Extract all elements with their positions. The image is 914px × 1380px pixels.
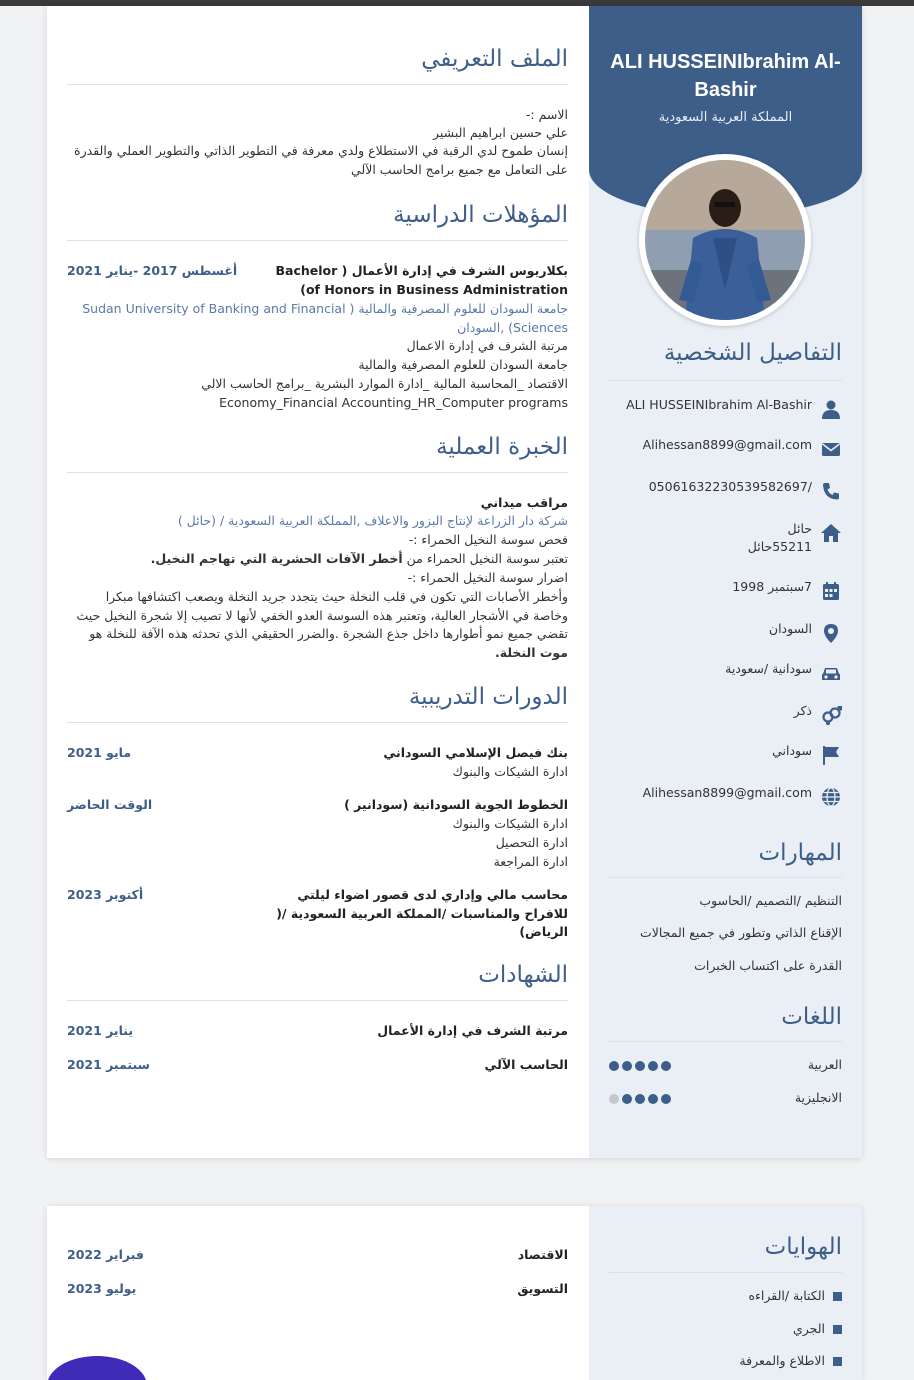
hobby-label: الجري <box>792 1321 825 1336</box>
certificate-date: سبتمبر 2021 <box>67 1057 150 1072</box>
training-date: الوقت الحاضر <box>67 797 153 812</box>
sidebar <box>589 1206 862 1380</box>
hobby-label: الكتابة /القراءه <box>748 1288 825 1303</box>
experience-line: اضرار سوسة النخيل الحمراء :- <box>407 570 568 585</box>
skill-item: الإقناع الذاتي وتطور في جميع المجالات <box>639 925 842 940</box>
experience-line <box>68 550 568 569</box>
languages-title: اللغات <box>781 1004 842 1030</box>
personal-detail-text: 7سبتمبر 1998 <box>732 579 812 594</box>
training-name: الخطوط الجوية السودانية (سودانير ) <box>344 797 568 812</box>
full-name: ALI HUSSEINIbrahim Al-Bashir <box>610 51 841 101</box>
user-icon <box>820 398 842 420</box>
personal-detail-row <box>607 742 842 768</box>
training-detail: ادارة الشيكات والبنوك <box>452 764 568 779</box>
entry-date: يوليو 2023 <box>67 1281 137 1296</box>
level-dot-filled <box>622 1061 632 1071</box>
education-detail: جامعة السودان للعلوم المصرفية والمالية <box>358 357 568 372</box>
personal-detail-text: Alihessan8899@gmail.com <box>642 785 812 800</box>
entry-date: فبراير 2022 <box>67 1247 144 1262</box>
training-name: محاسب مالي وإداري لدى قصور اضواء ليلتي للافراح والمناسبات /المملكة العربية السعودية /( الرياض) <box>276 887 568 939</box>
level-dot-filled <box>635 1094 645 1104</box>
header-country: المملكة العربية السعودية <box>658 110 793 125</box>
sidebar <box>589 6 862 1158</box>
personal-detail-row <box>607 478 842 504</box>
language-level-dots <box>609 1061 671 1071</box>
certificate-name: الحاسب الآلي <box>484 1057 568 1072</box>
education-detail: مرتبة الشرف في إدارة الاعمال <box>406 338 568 353</box>
language-level-dots <box>609 1094 671 1104</box>
experience-bold-text: موت النخلة. <box>494 644 568 660</box>
personal-detail-text: حائل 55211حائل <box>747 521 812 554</box>
profile-name: علي حسين ابراهيم البشير <box>433 125 568 140</box>
experience-title: الخبرة العملية <box>436 434 568 460</box>
divider <box>609 877 842 878</box>
level-dot-filled <box>661 1094 671 1104</box>
location-pin-icon <box>820 622 842 644</box>
profile-summary: إنسان طموح لدي الرقبة في الاستطلاع ولدي معرفة في التطوير الذاتي والتطوير العملي والقدرة على التعامل مع جميع برامج الحاسب الآلي <box>74 143 568 177</box>
experience-line: فحص سوسة النخيل الحمراء :- <box>408 532 568 547</box>
training-date: مايو 2021 <box>67 745 132 760</box>
education-title: المؤهلات الدراسية <box>393 202 568 228</box>
personal-detail-row <box>607 620 842 646</box>
training-name: بنك فيصل الإسلامي السوداني <box>383 745 568 760</box>
hobbies-title: الهوايات <box>764 1234 842 1260</box>
degree-title: بكلاريوس الشرف في إدارة الأعمال ( Bachelor of Honors in Business Administration) <box>275 263 568 297</box>
skills-title: المهارات <box>758 840 842 866</box>
resume-page-2 <box>47 1206 862 1380</box>
personal-detail-row <box>607 520 842 554</box>
training-title: الدورات التدريبية <box>408 684 568 710</box>
skill-item: التنظيم /التصميم /الحاسوب <box>699 893 842 908</box>
language-name: الانجليزية <box>794 1090 842 1105</box>
divider <box>609 380 842 381</box>
training-detail: ادارة التحصيل <box>495 835 568 850</box>
car-icon <box>820 662 842 684</box>
experience-paragraph <box>68 588 568 662</box>
profile-title: الملف التعريفي <box>421 46 568 72</box>
bullet-icon <box>833 1292 842 1301</box>
training-detail: ادارة الشيكات والبنوك <box>452 816 568 831</box>
divider <box>67 240 568 241</box>
job-company: شركة دار الزراعة لإنتاج البزور والاعلاف ,المملكة العربية السعودية / (حائل ) <box>177 513 568 528</box>
personal-detail-row <box>607 660 842 686</box>
level-dot-filled <box>648 1094 658 1104</box>
level-dot-filled <box>622 1094 632 1104</box>
avatar-photo <box>645 160 805 320</box>
personal-detail-text: سوداني <box>772 743 812 758</box>
bullet-icon <box>833 1357 842 1366</box>
divider <box>67 1000 568 1001</box>
experience-bold-text: أخطر الآفات الحشرية التي تهاجم النخيل. <box>150 551 403 566</box>
education-date: أغسطس 2017 -يناير 2021 <box>67 263 238 278</box>
calendar-icon <box>820 580 842 602</box>
certificates-title: الشهادات <box>478 962 568 988</box>
gender-icon <box>820 704 842 726</box>
personal-detail-text: السودان <box>768 621 812 636</box>
personal-detail-text: ALI HUSSEINIbrahim Al-Bashir <box>626 397 812 412</box>
experience-text: تعتبر سوسة النخيل الحمراء من <box>402 551 568 566</box>
flag-icon <box>820 744 842 766</box>
level-dot-filled <box>661 1061 671 1071</box>
language-row <box>609 1057 842 1077</box>
personal-detail-row <box>607 578 842 604</box>
divider <box>67 472 568 473</box>
level-dot-empty <box>609 1094 619 1104</box>
avatar <box>639 154 811 326</box>
training-date: أكتوبر 2023 <box>67 887 144 902</box>
hobby-item <box>607 1353 842 1368</box>
decorative-circle <box>47 1356 147 1380</box>
personal-detail-row <box>607 784 842 810</box>
divider <box>609 1041 842 1042</box>
skill-item: القدرة على اكتساب الخبرات <box>694 958 842 973</box>
divider <box>67 722 568 723</box>
personal-details-title: التفاصيل الشخصية <box>663 340 842 366</box>
education-detail: Economy_Financial Accounting_HR_Computer programs <box>219 395 568 410</box>
job-title: مراقب ميداني <box>480 495 568 510</box>
hobby-item <box>607 1288 842 1303</box>
level-dot-filled <box>609 1061 619 1071</box>
education-institution: جامعة السودان للعلوم المصرفية والمالية ( Sudan University of Banking and Financial Sciences) ,السودان <box>82 301 568 335</box>
bullet-icon <box>833 1325 842 1334</box>
resume-page-1 <box>47 6 862 1158</box>
experience-text: وأخطر الأصابات التي تكون في قلب النخلة حيث يتجدد جريد النخلة ويصعب اكتشافها مبكرا وخاصة في الأشجار العالية، وتعتبر هذه السوسة العدو الخفي لأنها لا تصيب إلا شجرة النخيل حيث تقضي جميع نمو أطوارها داخل جذع الشجرة .والضرر الحقيقي الذي تحدثه هذه الآفة للنخلة هو <box>76 589 568 641</box>
certificate-date: يناير 2021 <box>67 1023 134 1038</box>
personal-detail-text: Alihessan8899@gmail.com <box>642 437 812 452</box>
personal-detail-row <box>607 436 842 462</box>
certificate-name: مرتبة الشرف في إدارة الأعمال <box>377 1023 568 1038</box>
personal-detail-row <box>607 396 842 422</box>
profile-label: الاسم :- <box>525 107 568 122</box>
level-dot-filled <box>648 1061 658 1071</box>
hobby-item <box>607 1321 842 1336</box>
entry-name: الاقتصاد <box>517 1247 568 1262</box>
divider <box>67 84 568 85</box>
personal-detail-row <box>607 702 842 728</box>
hobby-label: الاطلاع والمعرفة <box>739 1353 825 1368</box>
globe-icon <box>820 786 842 808</box>
divider <box>609 1272 842 1273</box>
phone-icon <box>820 480 842 502</box>
language-row <box>609 1090 842 1110</box>
education-detail: الاقتصاد _المحاسبة المالية _ادارة الموارد البشرية _برامج الحاسب الالي <box>201 376 568 391</box>
language-name: العربية <box>807 1057 842 1072</box>
level-dot-filled <box>635 1061 645 1071</box>
envelope-icon <box>820 438 842 460</box>
personal-detail-text: 0506163223053958269​7/ <box>648 479 812 494</box>
entry-name: التسويق <box>517 1281 568 1296</box>
personal-detail-text: ذكر <box>793 703 812 718</box>
home-icon <box>820 522 842 544</box>
personal-detail-text: سودانية /سعودية <box>725 661 812 676</box>
training-detail: ادارة المراجعة <box>493 854 568 869</box>
